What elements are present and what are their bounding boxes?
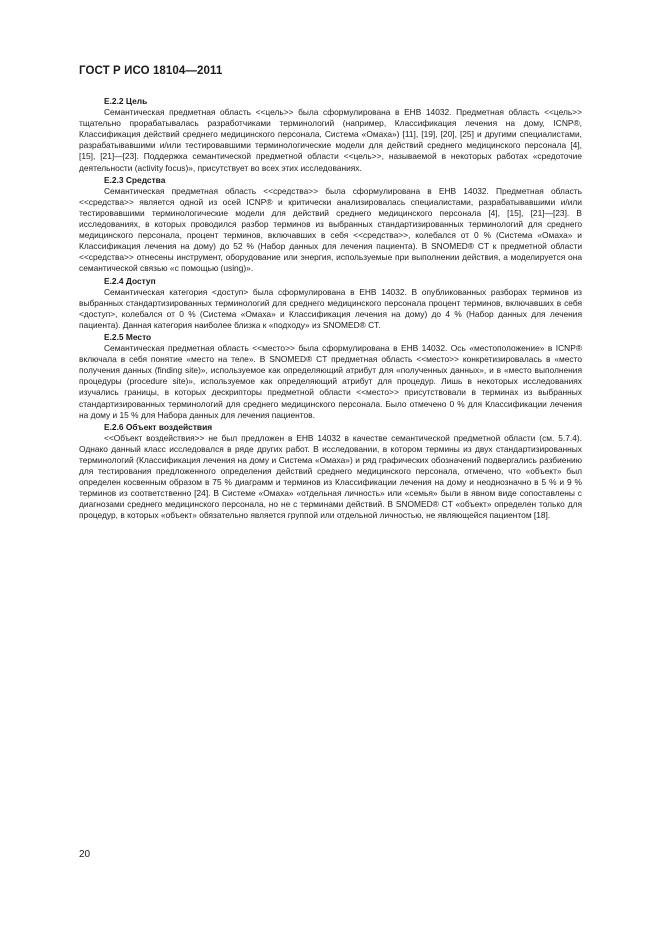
section-text-site: Семантическая предметная область <<место>> была сформулирована в ЕНВ 14032. Ось «местоположение» в ICNP® включала в себя понятие «место на теле». В SNOMED® CT предметная область <<место>> конкретизировалась в «место получения данных (finding site)», используемое как определяющий атрибут для «полученных данных», и в «место выполнения процедуры (procedure site)», используемое как определяющий атрибут для процедур. Лишь в некоторых исследованиях изучались границы, в которых дескрипторы предметной области <<место>> присутствовали в терминах из выбранных стандартизированных терминологий для среднего медицинского персонала. Было отмечено 0 % для Классификации лечения на дому и 15 % для Набора данных для лечения пациентов. [79, 343, 582, 420]
section-text-recipient: <<Объект воздействия>> не был предложен в ЕНВ 14032 в качестве семантической предметной области (см. 5.7.4). Однако данный класс исследовался в ряде других работ. В исследовании, в котором термины из двух стандартизированных терминологий (Классификация лечения на дому и Система «Омаха») и ряд графических обозначений подвергались разбиению для тестирования предложенного определения действий среднего медицинского персонала, отмечено, что «объект» был определен косвенным образом в 75 % диаграмм и терминов из Классификации лечения на дому и неоднозначно в 5 % и 9 % терминов из соответственно [24]. В Системе «Омаха» «отдельная личность» или «семья» были в явном виде сопоставлены с диагнозами среднего медицинского персонала, но не с терминами действий. В SNOMED® CT «объект» определен только для процедур, в которых «объект» обязательно является группой или отдельной личностью, не являющейся пациентом [18]. [79, 432, 582, 521]
section-title-means: E.2.3 Средства [104, 174, 166, 185]
page-number: 20 [79, 849, 91, 860]
section-text-access: Семантическая категория <доступ> была сформулирована в ЕНВ 14032. В опубликованных разборах терминов из выбранных стандартизированных терминологий для среднего медицинского персонала процент терминов, включавших в себя <доступ>, колебался от 0 % (Система «Омаха» и Классификация лечения на дому) до 4 % (Набор данных для лечения пациента). Данная категория наиболее близка к «подходу» из SNOMED® CT. [79, 286, 582, 330]
section-title-access: E.2.4 Доступ [104, 275, 156, 286]
section-text-means: Семантическая предметная область <<средства>> была сформулирована в ЕНВ 14032. Предметная область <<средства>> является одной из осей ICNP® и критически анализировалась специалистами, разрабатывавшими и/или тестировавшими терминологические модели для действий среднего медицинского персонала [4], [15], [21]—[23]. В исследованиях, в которых проводился разбор терминов из выбранных стандартизированных терминологий для среднего медицинского персонала, процент терминов, включавших в себя <<средства>>, колебался от 0 % (Система «Омаха» и Классификация лечения на дому) до 52 % (Набор данных для лечения пациента). В SNOMED® CT к предметной области <<средства>> отнесены инструмент, оборудование или энергия, используемые при выполнении действия, а моделируется она семантической связью «с помощью (using)». [79, 185, 582, 274]
section-title-recipient: E.2.6 Объект воздействия [104, 421, 213, 432]
document-header: ГОСТ Р ИСО 18104—2011 [79, 65, 223, 77]
section-title-site: E.2.5 Место [104, 331, 152, 342]
section-title-goal: E.2.2 Цель [104, 96, 148, 106]
document-body [79, 95, 582, 522]
section-text-goal: Семантическая предметная область <<цель>> была сформулирована в ЕНВ 14032. Предметная область <<цель>> тщательно прорабатывалась разработчиками терминологий (например, Классификация лечения на дому, ICNP®, Классификация действий среднего медицинского персонала, Система «Омаха») [11], [19], [20], [25] и другими специалистами, разрабатывавшими и/или тестировавшими терминологические модели для действий среднего медицинского персонала [4], [15], [21]—[23]. Поддержка семантической предметной области <<цель>>, называемой в некоторых работах «средоточие деятельности (activity focus)», присутствует во всех этих исследованиях. [79, 107, 582, 173]
